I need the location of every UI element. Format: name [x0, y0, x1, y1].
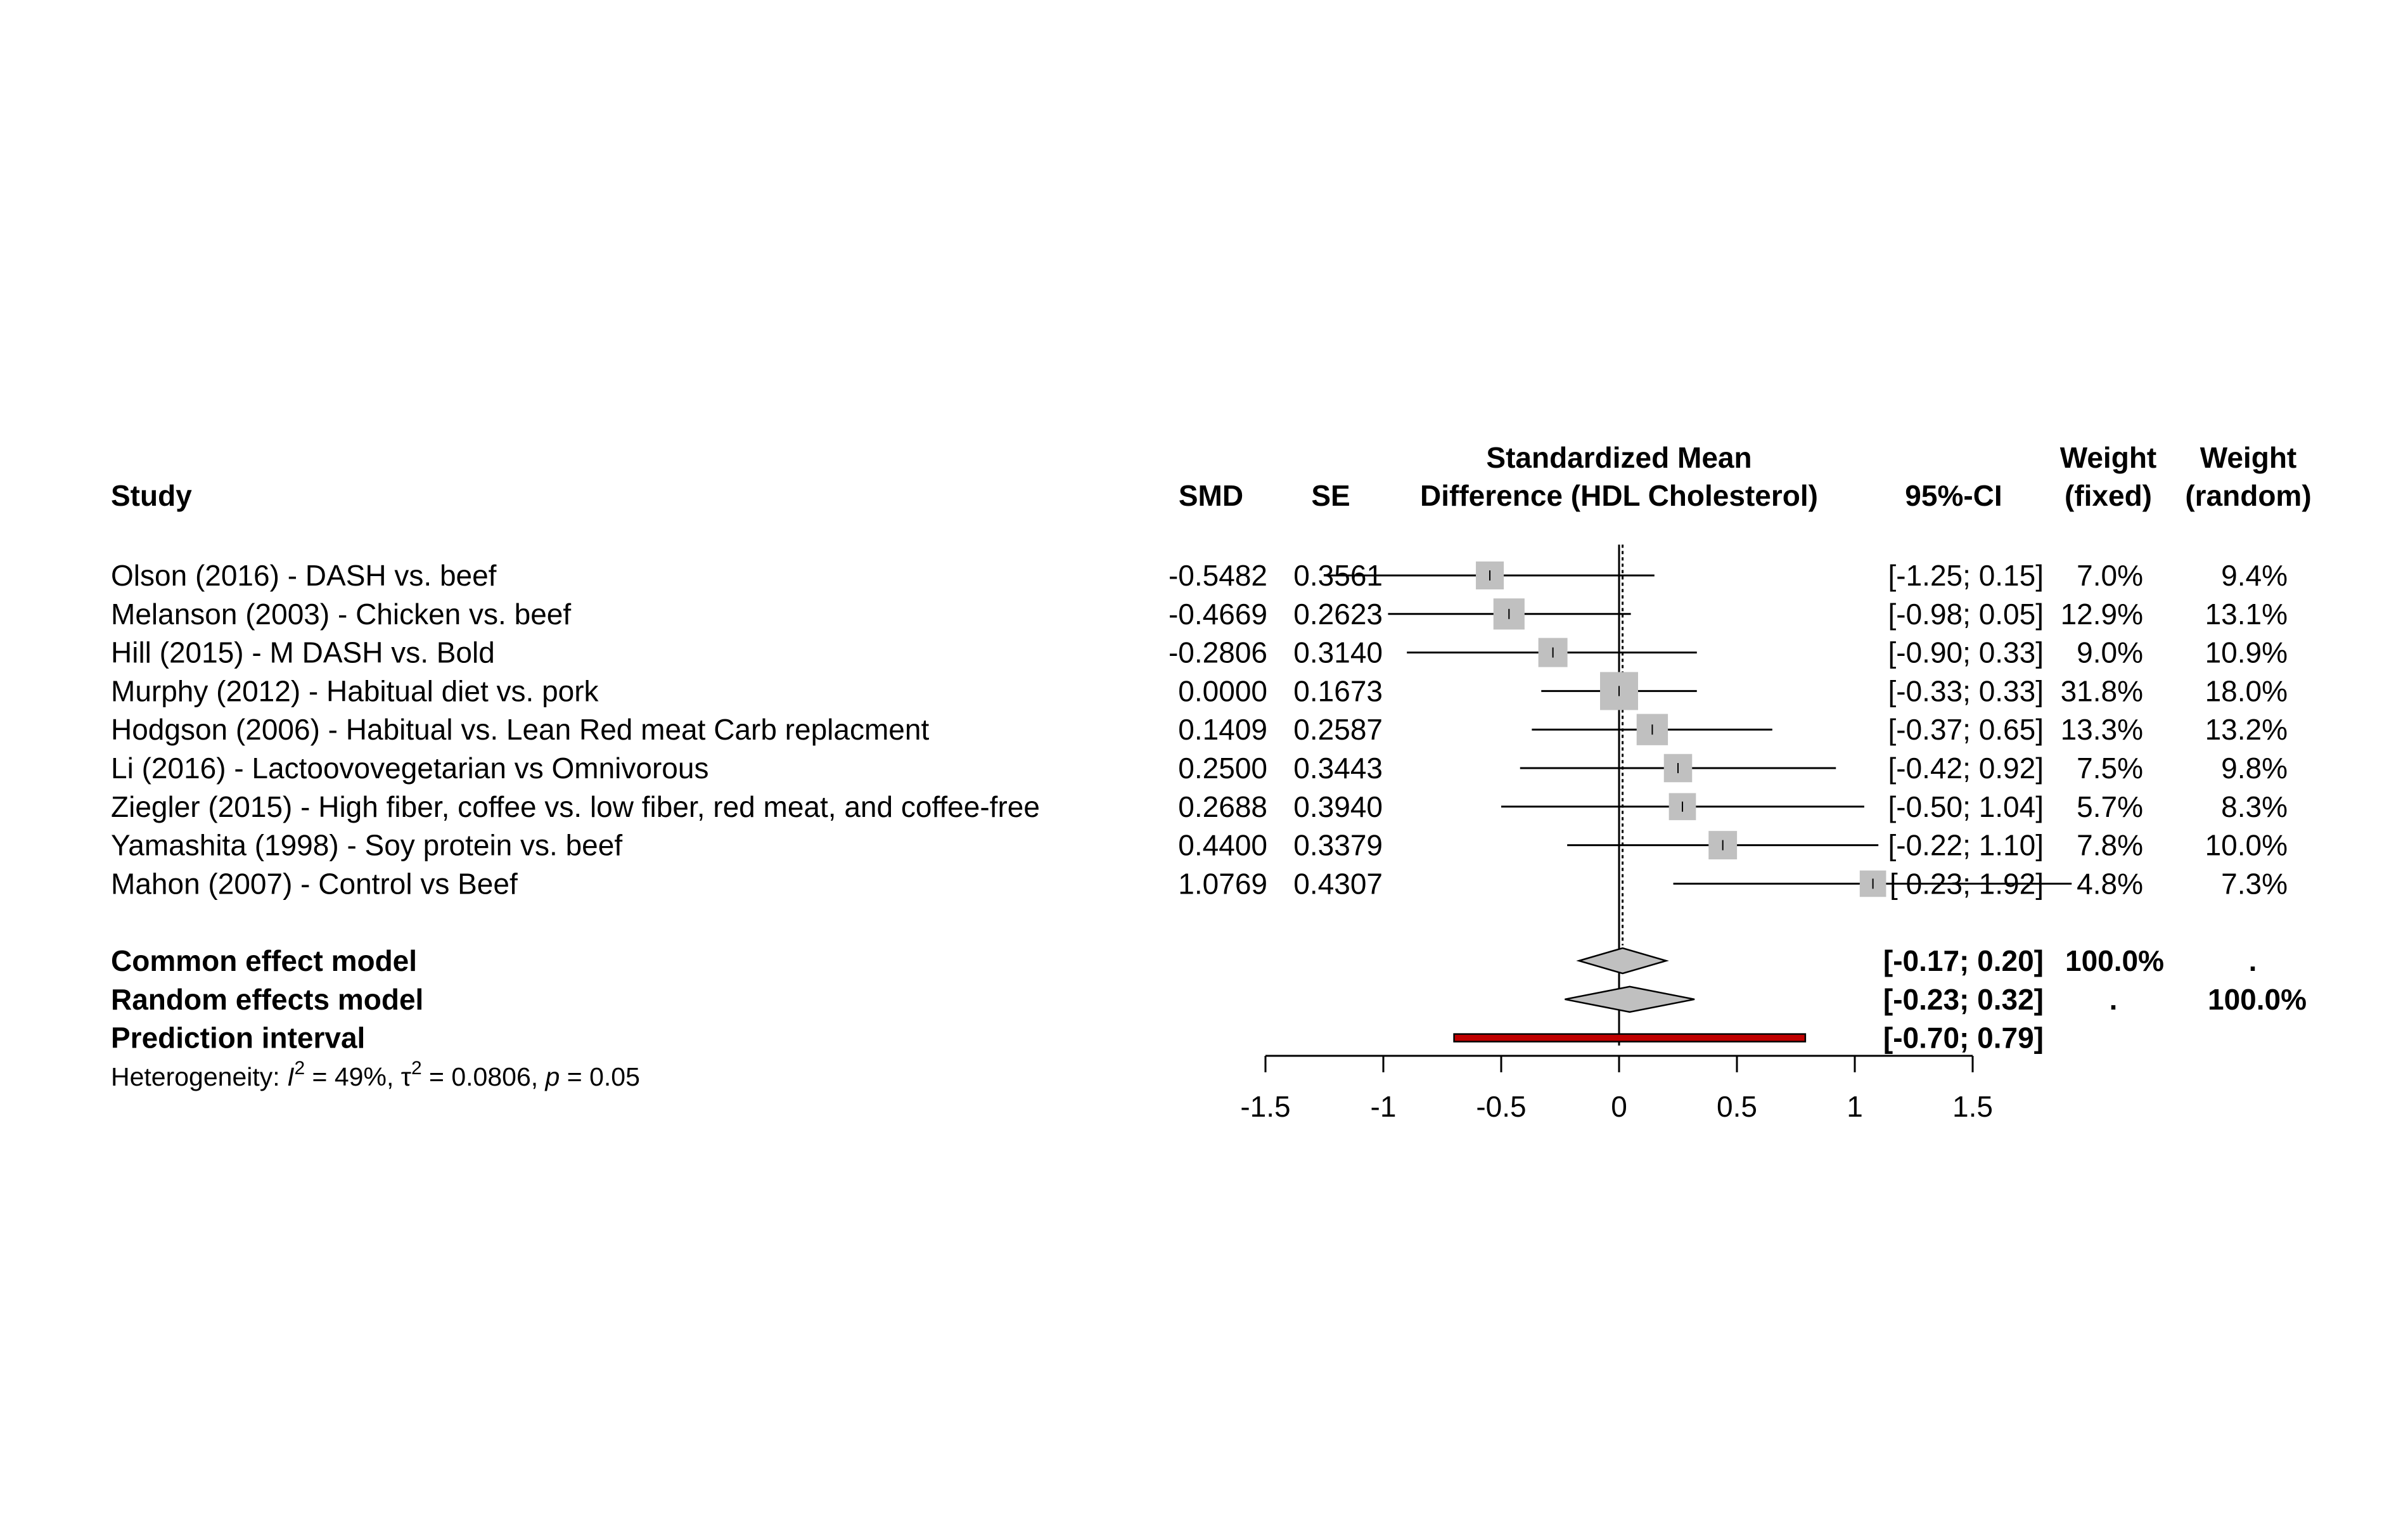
- study-label: Li (2016) - Lactoovovegetarian vs Omnivorous: [111, 752, 709, 785]
- x-tick-label: -1: [1370, 1090, 1397, 1123]
- i2-value: = 49%,: [305, 1062, 401, 1091]
- weight-random-value: 18.0%: [2205, 674, 2288, 708]
- study-label: Melanson (2003) - Chicken vs. beef: [111, 597, 572, 631]
- smd-value: 1.0769: [1178, 867, 1267, 901]
- ci-value: [-1.25; 0.15]: [1888, 559, 2044, 592]
- ci-value: [-0.33; 0.33]: [1888, 674, 2044, 708]
- x-tick-label: 1: [1847, 1090, 1863, 1123]
- weight-random-value: 13.2%: [2205, 713, 2288, 747]
- se-value: 0.3140: [1293, 636, 1383, 669]
- weight-random-value: 8.3%: [2221, 790, 2288, 823]
- se-value: 0.3561: [1293, 559, 1383, 592]
- heterogeneity-prefix: Heterogeneity:: [111, 1062, 288, 1091]
- ci-value: [-0.22; 1.10]: [1888, 828, 2044, 862]
- summary-ci-value: [-0.23; 0.32]: [1883, 982, 2044, 1016]
- weight-random-value: 9.4%: [2221, 559, 2288, 592]
- smd-value: 0.1409: [1178, 713, 1267, 747]
- weight-fixed-value: 7.0%: [2077, 559, 2143, 592]
- ci-value: [-0.90; 0.33]: [1888, 636, 2044, 669]
- smd-value: 0.2500: [1178, 752, 1267, 785]
- x-tick-label: 0.5: [1717, 1090, 1757, 1123]
- summary-weight-fixed: 100.0%: [2065, 944, 2164, 977]
- x-tick-label: -1.5: [1240, 1090, 1291, 1123]
- smd-value: -0.5482: [1168, 559, 1267, 592]
- weight-fixed-value: 7.5%: [2077, 752, 2143, 785]
- header-se: SE: [1311, 479, 1350, 512]
- study-label: Mahon (2007) - Control vs Beef: [111, 867, 518, 901]
- study-label: Ziegler (2015) - High fiber, coffee vs. low fiber, red meat, and coffee-free: [111, 790, 1040, 823]
- weight-fixed-value: 5.7%: [2077, 790, 2143, 823]
- heterogeneity-text: [111, 1058, 640, 1091]
- se-value: 0.1673: [1293, 674, 1383, 708]
- i2-symbol: I: [287, 1062, 295, 1091]
- weight-fixed-value: 13.3%: [2060, 713, 2143, 747]
- ci-value: [-0.37; 0.65]: [1888, 713, 2044, 747]
- header-study: Study: [111, 479, 192, 512]
- x-tick-label: -0.5: [1476, 1090, 1527, 1123]
- weight-fixed-value: 9.0%: [2077, 636, 2143, 669]
- se-value: 0.2623: [1293, 597, 1383, 631]
- weight-random-value: 10.0%: [2205, 828, 2288, 862]
- weight-fixed-value: 4.8%: [2077, 867, 2143, 901]
- header-weight-random-line1: Weight: [2200, 441, 2297, 474]
- weight-random-value: 7.3%: [2221, 867, 2288, 901]
- ci-value: [-0.98; 0.05]: [1888, 597, 2044, 631]
- summary-weight-random: .: [2248, 944, 2257, 977]
- p-symbol: p: [545, 1062, 560, 1091]
- x-tick-label: 1.5: [1952, 1090, 1993, 1123]
- weight-random-value: 13.1%: [2205, 597, 2288, 631]
- common-effect-diamond: [1579, 948, 1667, 973]
- se-value: 0.3940: [1293, 790, 1383, 823]
- column-headers: [111, 441, 2312, 512]
- random-effects-diamond: [1565, 987, 1694, 1012]
- study-label: Murphy (2012) - Habitual diet vs. pork: [111, 674, 599, 708]
- tau-value: = 0.0806,: [421, 1062, 546, 1091]
- summary-weight-random: 100.0%: [2207, 982, 2307, 1016]
- i2-sup: 2: [294, 1058, 305, 1079]
- header-effect-line2: Difference (HDL Cholesterol): [1420, 479, 1818, 512]
- prediction-interval-label: Prediction interval: [111, 1021, 366, 1055]
- se-value: 0.4307: [1293, 867, 1383, 901]
- summary-ci-value: [-0.17; 0.20]: [1883, 944, 2044, 977]
- header-ci: 95%-CI: [1905, 479, 2002, 512]
- se-value: 0.2587: [1293, 713, 1383, 747]
- study-label: Hodgson (2006) - Habitual vs. Lean Red meat Carb replacment: [111, 713, 930, 747]
- smd-value: 0.2688: [1178, 790, 1267, 823]
- study-rows: [111, 559, 2288, 900]
- summary-weight-fixed: .: [2109, 982, 2118, 1016]
- prediction-interval-ci: [-0.70; 0.79]: [1883, 1021, 2044, 1055]
- weight-fixed-value: 12.9%: [2060, 597, 2143, 631]
- se-value: 0.3443: [1293, 752, 1383, 785]
- p-value: = 0.05: [560, 1062, 640, 1091]
- smd-value: -0.2806: [1168, 636, 1267, 669]
- ci-value: [-0.50; 1.04]: [1888, 790, 2044, 823]
- header-weight-fixed-line2: (fixed): [2065, 479, 2152, 512]
- x-tick-label: 0: [1611, 1090, 1627, 1123]
- summary-rows: [111, 944, 2307, 1055]
- ci-value: [ 0.23; 1.92]: [1890, 867, 2044, 901]
- header-weight-fixed-line1: Weight: [2059, 441, 2157, 474]
- header-weight-random-line2: (random): [2185, 479, 2312, 512]
- se-value: 0.3379: [1293, 828, 1383, 862]
- smd-value: 0.4400: [1178, 828, 1267, 862]
- study-label: Hill (2015) - M DASH vs. Bold: [111, 636, 495, 669]
- smd-value: -0.4669: [1168, 597, 1267, 631]
- header-effect-line1: Standardized Mean: [1486, 441, 1752, 474]
- header-smd: SMD: [1178, 479, 1244, 512]
- weight-random-value: 10.9%: [2205, 636, 2288, 669]
- ci-value: [-0.42; 0.92]: [1888, 752, 2044, 785]
- weight-fixed-value: 7.8%: [2077, 828, 2143, 862]
- summary-label: Random effects model: [111, 982, 424, 1016]
- tau-symbol: τ: [400, 1062, 411, 1091]
- study-label: Olson (2016) - DASH vs. beef: [111, 559, 497, 592]
- summary-label: Common effect model: [111, 944, 418, 977]
- study-label: Yamashita (1998) - Soy protein vs. beef: [111, 828, 623, 862]
- prediction-interval-bar: [1454, 1034, 1805, 1042]
- tau-sup: 2: [411, 1058, 422, 1079]
- weight-random-value: 9.8%: [2221, 752, 2288, 785]
- weight-fixed-value: 31.8%: [2060, 674, 2143, 708]
- smd-value: 0.0000: [1178, 674, 1267, 708]
